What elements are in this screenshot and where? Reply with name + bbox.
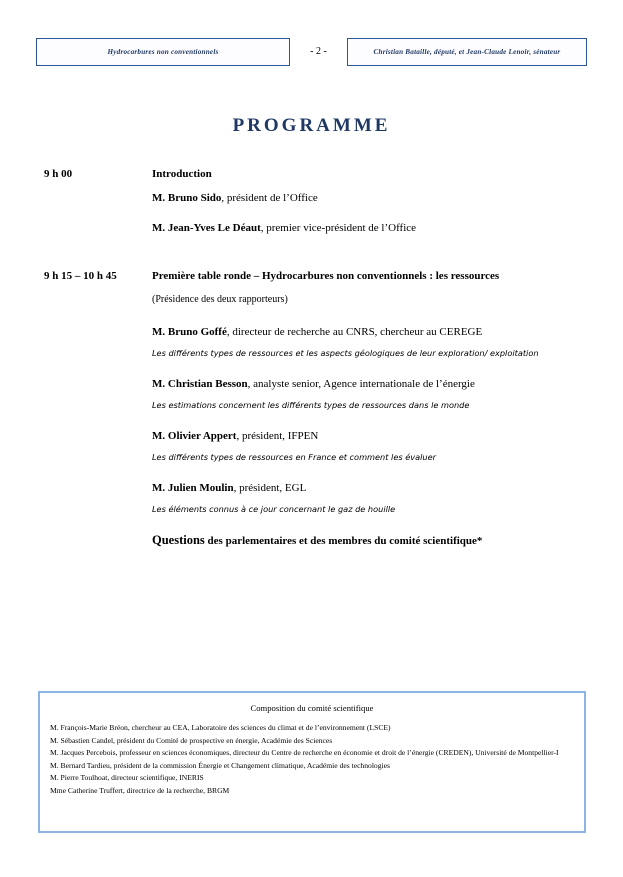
session-entries — [152, 270, 584, 548]
header-left-banner-text: Hydrocarbures non conventionnels — [107, 48, 219, 56]
speaker-role: , président, IFPEN — [236, 430, 319, 443]
programme-block — [44, 168, 584, 234]
block-spacer — [44, 248, 584, 270]
speaker-role: , directeur de recherche au CNRS, chercheur au CEREGE — [226, 326, 483, 338]
speaker-line — [152, 482, 584, 494]
speaker-line — [152, 222, 584, 234]
header-right-banner — [347, 38, 587, 66]
committee-member: M. Jacques Percebois, professeur en sciences économiques, directeur du Centre de recherche en économie et droit de l’énergie (CREDEN), Université de Montpellier-I — [50, 748, 559, 758]
committee-member: M. François-Marie Bréon, chercheur au CEA, Laboratoire des sciences du climat et de l’environnement (LSCE) — [50, 723, 391, 732]
speaker-line — [152, 326, 584, 338]
header-right-banner-text: Christian Bataille, député, et Jean-Claude Lenoir, sénateur — [373, 48, 561, 56]
speaker-name: M. Bruno Goffé — [152, 326, 227, 338]
session-entries — [152, 168, 584, 234]
committee-member: M. Pierre Toulhoat, directeur scientifique, INERIS — [50, 773, 204, 783]
speaker-description: Les différents types de ressources en France et comment les évaluer — [152, 452, 437, 463]
scientific-committee-title: Composition du comité scientifique — [250, 703, 374, 713]
committee-member: Mme Catherine Truffert, directrice de la recherche, BRGM — [50, 785, 230, 795]
speaker-role: , premier vice-président de l’Office — [260, 222, 417, 234]
speaker-entry — [152, 430, 584, 464]
scientific-committee-box — [38, 691, 586, 833]
speaker-description: Les différents types de ressources et les aspects géologiques de leur exploration/ exploitation — [152, 348, 539, 358]
session-time: 9 h 00 — [44, 168, 73, 180]
page-number: - 2 - — [310, 46, 327, 57]
speaker-line — [152, 430, 584, 442]
page-title: PROGRAMME — [232, 115, 391, 136]
questions-line — [152, 533, 584, 548]
page-header — [36, 38, 587, 68]
committee-member: M. Bernard Tardieu, président de la commission Énergie et Changement climatique, Académie des technologies — [50, 760, 390, 770]
session-note: (Présidence des deux rapporteurs) — [152, 294, 288, 305]
speaker-name: M. Christian Besson — [152, 378, 248, 391]
session-heading: Introduction — [152, 168, 212, 180]
speaker-entry — [152, 482, 584, 516]
speaker-name: M. Jean-Yves Le Déaut — [152, 222, 261, 234]
speaker-entry — [152, 378, 584, 412]
speaker-role: , président, EGL — [233, 482, 307, 495]
questions-label: Questions — [152, 532, 205, 547]
speaker-line — [152, 192, 584, 204]
speaker-name: M. Bruno Sido — [152, 192, 222, 204]
session-heading: Première table ronde – Hydrocarbures non conventionnels : les ressources — [152, 270, 500, 282]
programme-block — [44, 270, 584, 548]
programme-content — [44, 168, 584, 562]
speaker-description: Les estimations concernent les différents types de ressources dans le monde — [152, 400, 470, 411]
session-time: 9 h 15 – 10 h 45 — [44, 270, 117, 282]
speaker-name: M. Julien Moulin — [152, 482, 234, 495]
speaker-name: M. Olivier Appert — [152, 430, 237, 443]
speaker-role: , analyste senior, Agence internationale de l’énergie — [247, 378, 475, 391]
speaker-description: Les éléments connus à ce jour concernant le gaz de houille — [152, 504, 396, 515]
questions-rest: des parlementaires et des membres du comité scientifique* — [204, 534, 483, 547]
speaker-entry — [152, 326, 584, 360]
speaker-line — [152, 378, 584, 390]
header-left-banner — [36, 38, 290, 66]
speaker-role: , président de l’Office — [221, 192, 318, 204]
committee-member: M. Sébastien Candel, président du Comité de prospective en énergie, Académie des Sciences — [50, 735, 333, 745]
